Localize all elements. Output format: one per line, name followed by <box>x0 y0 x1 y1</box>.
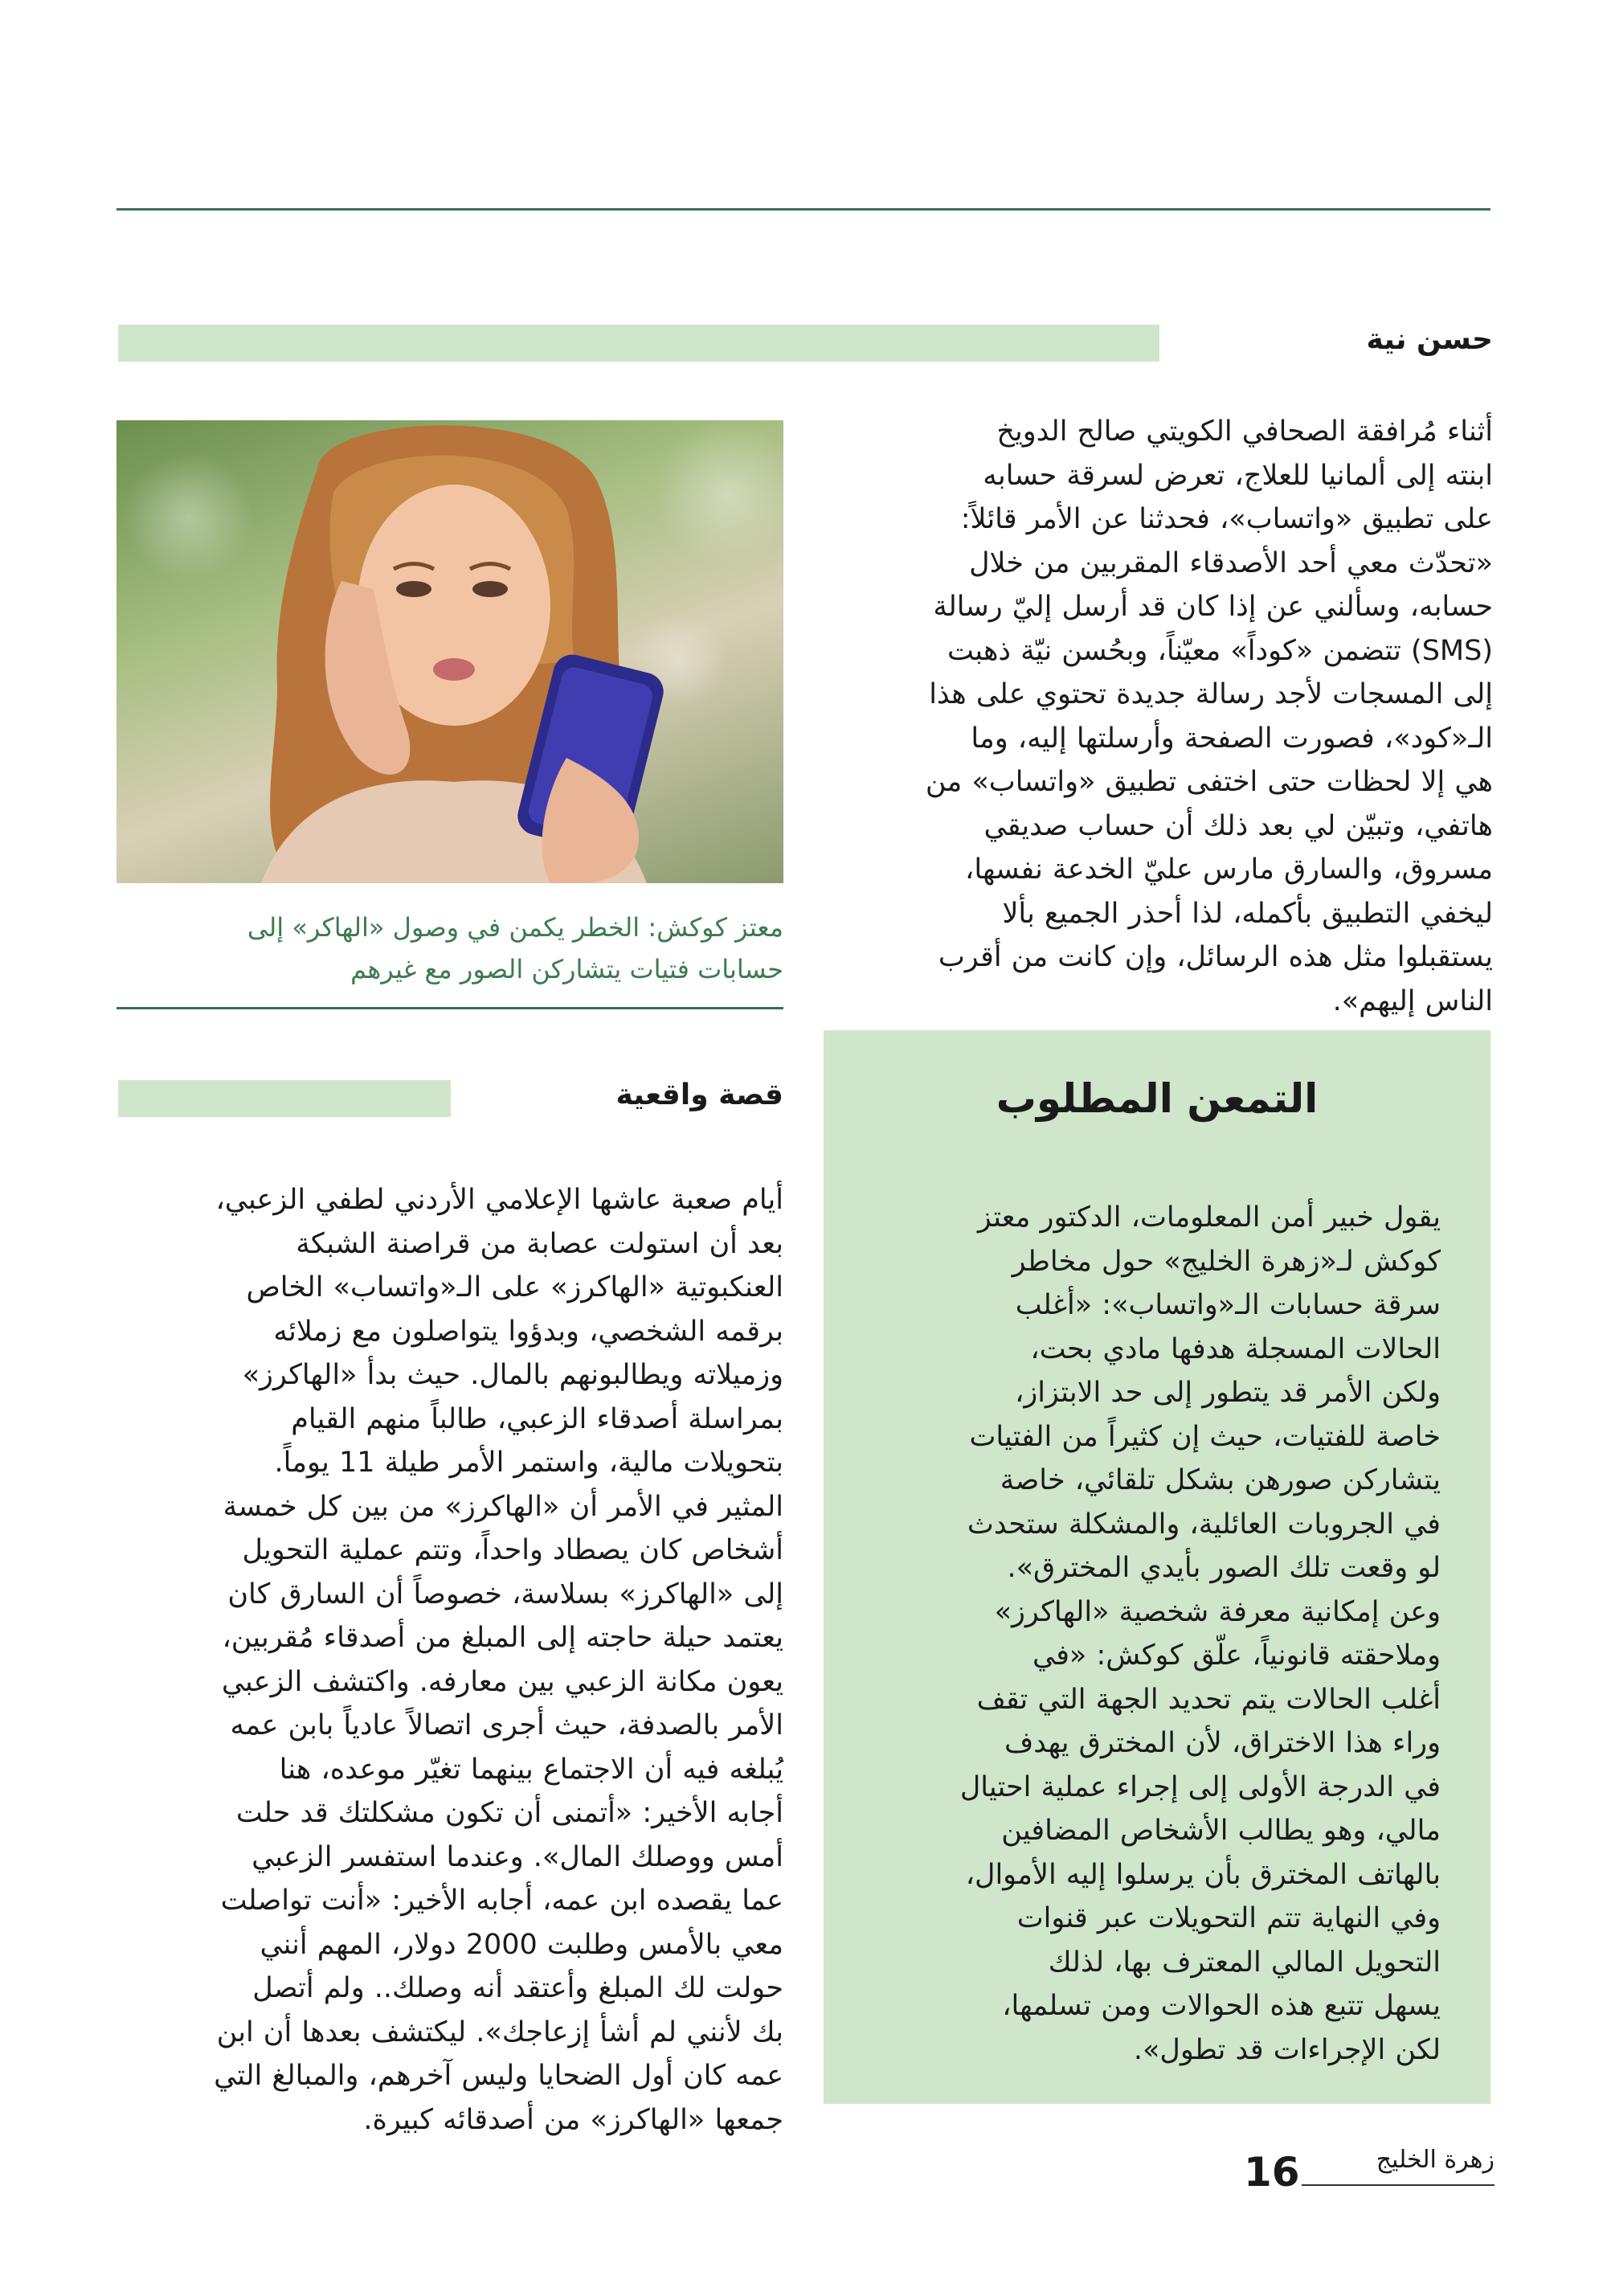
caption-line: معتز كوكش: الخطر يكمن في وصول «الهاكر» إلى <box>247 912 783 943</box>
text-line: بالهاتف المخترق بأن يرسلوا إليه الأموال، <box>965 1858 1441 1891</box>
photo-woman-phone-icon <box>117 420 783 883</box>
text-line: يُبلغه فيه أن الاجتماع بينهما تغيّر موعده، هنا <box>279 1753 783 1786</box>
text-line: يقول خبير أمن المعلومات، الدكتور معتز <box>977 1201 1441 1234</box>
text-line: مالي، وهو يطالب الأشخاص المضافين <box>1001 1815 1441 1847</box>
text-line: حولت لك المبلغ وأعتقد أنه وصلك.. ولم أتصل <box>252 1972 783 2004</box>
text-line: ابنته إلى ألمانيا للعلاج، تعرض لسرقة حسابه <box>983 459 1493 492</box>
magazine-name: زهرة الخليج <box>1376 2146 1495 2174</box>
text-line: إلى «الهاكرز» بسلاسة، خصوصاً أن السارق كان <box>227 1578 783 1610</box>
text-line: سرقة حسابات الـ«واتساب»: «أغلب <box>1015 1289 1441 1321</box>
text-line: لكن الإجراءات قد تطول». <box>1133 2033 1441 2066</box>
story-title: قصة واقعية <box>615 1078 783 1111</box>
story-text <box>117 1178 783 2142</box>
text-line: وملاحقته قانونياً، علّق كوكش: «في <box>1032 1639 1441 1672</box>
caption-rule <box>117 1007 783 1009</box>
sidebar-text <box>870 1196 1441 2072</box>
text-line: يسهل تتبع هذه الحوالات ومن تسلمها، <box>1002 1990 1441 2022</box>
text-line: إلى المسجات لأجد رسالة جديدة تحتوي على هذا <box>929 678 1493 710</box>
text-line: هي إلا لحظات حتى اختفى تطبيق «واتساب» من <box>925 766 1493 798</box>
text-line: لو وقعت تلك الصور بأيدي المخترق». <box>1007 1552 1441 1584</box>
text-line: الحالات المسجلة هدفها مادي بحت، <box>1030 1332 1441 1365</box>
byline-title: حسن نية <box>1366 323 1493 356</box>
text-line: على تطبيق «واتساب»، فحدثنا عن الأمر قائلاً: <box>960 503 1493 535</box>
caption-line: حسابات فتيات يتشاركن الصور مع غيرهم <box>350 954 783 984</box>
article-photo <box>117 420 783 883</box>
text-line: جمعها «الهاكرز» من أصدقائه كبيرة. <box>363 2103 783 2136</box>
text-line: مسروق، والسارق مارس عليّ الخدعة نفسها، <box>965 853 1493 886</box>
photo-caption <box>117 907 783 990</box>
text-line: في الجروبات العائلية، والمشكلة ستحدث <box>967 1508 1441 1541</box>
text-line: بعد أن استولت عصابة من قراصنة الشبكة <box>296 1227 783 1260</box>
text-line: برقمه الشخصي، وبدؤوا يتواصلون مع زملائه <box>273 1315 783 1348</box>
text-line: عما يقصده ابن عمه، أجابه الأخير: «أنت تواصلت <box>220 1885 783 1917</box>
text-line: وزميلاته ويطالبونهم بالمال. حيث بدأ «الهاكرز» <box>242 1359 783 1391</box>
text-line: الأمر بالصدفة، حيث أجرى اتصالاً عادياً بابن عمه <box>230 1709 783 1741</box>
text-line: هاتفي، وتبيّن لي بعد ذلك أن حساب صديقي <box>983 809 1493 842</box>
text-line: أثناء مُرافقة الصحافي الكويتي صالح الدويخ <box>996 415 1493 448</box>
text-line: أشخاص كان يصطاد واحداً، وتتم عملية التحويل <box>242 1534 783 1566</box>
text-line: ليخفي التطبيق بأكمله، لذا أحذر الجميع بألا <box>1002 897 1493 930</box>
text-line: وفي النهاية تتم التحويلات عبر قنوات <box>1016 1902 1441 1934</box>
footer-rule <box>1302 2184 1495 2186</box>
text-line: أغلب الحالات يتم تحديد الجهة التي تقف <box>976 1683 1441 1716</box>
text-line: «تحدّث معي أحد الأصدقاء المقربين من خلال <box>969 546 1493 579</box>
text-line: يستقبلوا مثل هذه الرسائل، وإن كانت من أقرب <box>938 941 1493 973</box>
story-title-bar <box>118 1080 451 1117</box>
text-line: التحويل المالي المعترف بها، لذلك <box>1048 1946 1441 1979</box>
text-line: يعون مكانة الزعبي بين معارفه. واكتشف الزعبي <box>221 1665 783 1698</box>
text-line: (SMS) تتضمن «كوداً» معيّناً، وبحُسن نيّة ذهبت <box>947 634 1493 667</box>
text-line: يتشاركن صورهن بشكل تلقائي، خاصة <box>1000 1464 1441 1496</box>
text-line: بمراسلة أصدقاء الزعبي، طالباً منهم القيام <box>291 1402 783 1435</box>
text-line: يعتمد حيلة حاجته إلى المبلغ من أصدقاء مُقربين، <box>222 1622 783 1654</box>
text-line: أيام صعبة عاشها الإعلامي الأردني لطفي الزعبي، <box>215 1184 783 1216</box>
text-line: المثير في الأمر أن «الهاكرز» من بين كل خمسة <box>223 1490 783 1523</box>
text-line: بك لأنني لم أشأ إزعاجك». ليكتشف بعدها أن ابن <box>216 2016 783 2048</box>
text-line: وعن إمكانية معرفة شخصية «الهاكرز» <box>994 1595 1441 1628</box>
text-line: عمه كان أول الضحايا وليس آخرهم، والمبالغ التي <box>214 2060 783 2092</box>
top-rule <box>117 208 1490 211</box>
text-line: في الدرجة الأولى إلى إجراء عملية احتيال <box>959 1770 1441 1803</box>
text-line: الناس إليهم». <box>1332 984 1493 1017</box>
sidebar-title: التمعن المطلوب <box>996 1075 1319 1122</box>
text-line: أجابه الأخير: «أتمنى أن تكون مشكلتك قد حلت <box>235 1797 783 1829</box>
text-line: خاصة للفتيات، حيث إن كثيراً من الفتيات <box>969 1420 1441 1453</box>
text-line: العنكبوتية «الهاكرز» على الـ«واتساب» الخاص <box>246 1271 783 1304</box>
text-line: كوكش لـ«زهرة الخليج» حول مخاطر <box>1012 1245 1441 1278</box>
text-line: معي بالأمس وطلبت 2000 دولار، المهم أنني <box>260 1928 783 1961</box>
header-bar <box>118 325 1159 362</box>
text-line: الـ«كود»، فصورت الصفحة وأرسلتها إليه، وما <box>971 722 1493 755</box>
text-line: ولكن الأمر قد يتطور إلى حد الابتزاز، <box>1015 1377 1441 1409</box>
text-line: أمس ووصلك المال». وعندما استفسر الزعبي <box>251 1840 783 1873</box>
text-line: حسابه، وسألني عن إذا كان قد أرسل إليّ رسالة <box>933 591 1493 623</box>
page-number: 16 <box>1244 2149 1300 2196</box>
text-line: وراء هذا الاختراق، لأن المخترق يهدف <box>1004 1727 1441 1759</box>
intro-text <box>826 410 1493 1023</box>
text-line: بتحويلات مالية، واستمر الأمر طيلة 11 يوماً. <box>274 1447 783 1479</box>
